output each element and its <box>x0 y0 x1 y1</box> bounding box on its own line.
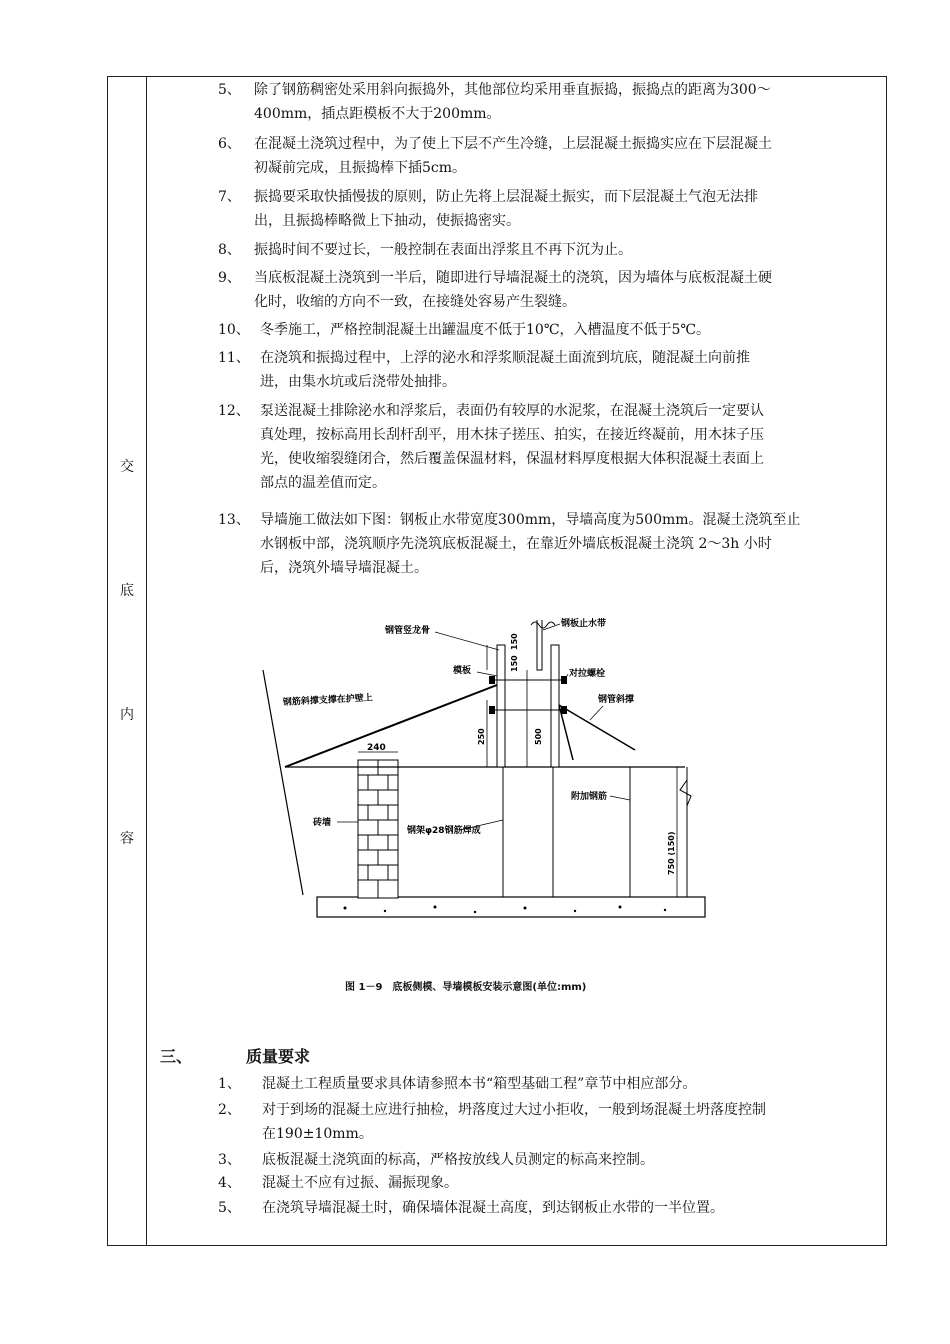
item-number: 5、 <box>218 1200 241 1216</box>
item-number: 4、 <box>218 1175 241 1191</box>
label-brick-wall: 砖墙 <box>313 818 332 828</box>
item-line: 出，且振捣棒略微上下抽动，使振捣密实。 <box>254 213 520 229</box>
list-item <box>218 1072 883 1096</box>
item-line: 底板混凝土浇筑面的标高，严格按放线人员测定的标高来控制。 <box>262 1152 654 1168</box>
side-label-char: 容 <box>120 831 134 847</box>
formwork-board <box>497 645 505 767</box>
label-formwork: 模板 <box>453 666 472 676</box>
item-number: 9、 <box>218 270 241 286</box>
list-item <box>218 508 883 580</box>
item-number: 1、 <box>218 1076 241 1092</box>
dim-250: 250 <box>477 728 486 745</box>
item-number: 3、 <box>218 1152 241 1168</box>
item-number: 10、 <box>218 322 250 338</box>
item-line: 振捣时间不要过长，一般控制在表面出浮浆且不再下沉为止。 <box>254 242 632 258</box>
dim-150-b: 150 <box>510 633 519 650</box>
section-title: 质量要求 <box>246 1047 311 1066</box>
list-item <box>218 185 883 233</box>
item-line: 真处理，按标高用长刮杆刮平，用木抹子搓压、拍实，在接近终凝前，用木抹子压 <box>260 427 764 443</box>
list-item <box>218 238 883 262</box>
label-steel-frame: 钢架φ28钢筋焊成 <box>407 826 481 836</box>
item-line: 在浇筑和振捣过程中，上浮的泌水和浮浆顺混凝土面流到坑底，随混凝土向前推 <box>260 350 750 366</box>
list-item <box>218 1196 883 1220</box>
item-line: 混凝土工程质量要求具体请参照本书“箱型基础工程”章节中相应部分。 <box>262 1076 697 1092</box>
item-line: 冬季施工，严格控制混凝土出罐温度不低于10℃，入槽温度不低于5℃。 <box>260 322 711 338</box>
item-number: 12、 <box>218 403 250 419</box>
item-line: 进，由集水坑或后浇带处抽排。 <box>260 374 456 390</box>
break-mark <box>680 780 691 806</box>
item-number: 7、 <box>218 189 241 205</box>
section-number: 三、 <box>160 1047 193 1066</box>
item-line: 混凝土不应有过振、漏振现象。 <box>262 1175 458 1191</box>
list-item <box>218 399 883 495</box>
item-line: 除了钢筋稠密处采用斜向振捣外，其他部位均采用垂直振捣，振捣点的距离为300～ <box>254 82 771 98</box>
item-line: 在浇筑导墙混凝土时，确保墙体混凝土高度，到达钢板止水带的一半位置。 <box>262 1200 724 1216</box>
list-item <box>218 1171 883 1195</box>
figure-caption: 图 1－9 底板侧模、导墙模板安装示意图(单位:mm) <box>345 982 587 993</box>
item-number: 2、 <box>218 1102 241 1118</box>
base-slab <box>317 897 705 917</box>
label-steel-waterstop: 钢板止水带 <box>561 619 607 629</box>
list-item <box>218 132 883 180</box>
brick-wall <box>358 760 398 898</box>
dim-240: 240 <box>367 743 386 753</box>
label-tie-bolt: 对拉螺栓 <box>569 669 606 679</box>
list-item <box>218 346 883 394</box>
list-item <box>218 1098 883 1146</box>
dim-500: 500 <box>534 728 543 745</box>
item-line: 水钢板中部，浇筑顺序先浇筑底板混凝土，在靠近外墙底板混凝土浇筑 2～3h 小时 <box>260 536 772 552</box>
item-line: 部点的温差值而定。 <box>260 475 386 491</box>
side-label-char: 底 <box>120 583 134 599</box>
item-line: 振捣要采取快插慢拔的原则，防止先将上层混凝土振实，而下层混凝土气泡无法排 <box>254 189 758 205</box>
item-number: 5、 <box>218 82 241 98</box>
label-steel-pipe-keel: 钢管竖龙骨 <box>385 626 431 636</box>
item-line: 泵送混凝土排除泌水和浮浆后，表面仍有较厚的水泥浆，在混凝土浇筑后一定要认 <box>260 403 764 419</box>
steel-pipe-brace <box>559 705 635 750</box>
dim-750: 750 (150) <box>667 831 676 875</box>
item-line: 光，使收缩裂缝闭合，然后覆盖保温材料，保温材料厚度根据大体积混凝土表面上 <box>260 451 764 467</box>
label-extra-rebar: 附加钢筋 <box>571 792 608 802</box>
item-number: 8、 <box>218 242 241 258</box>
item-line: 在混凝土浇筑过程中，为了使上下层不产生冷缝，上层混凝土振捣实应在下层混凝土 <box>254 136 772 152</box>
formwork-board <box>551 645 559 767</box>
item-number: 6、 <box>218 136 241 152</box>
item-number: 11、 <box>218 350 250 366</box>
item-line: 在190±10mm。 <box>262 1126 373 1142</box>
item-line: 400mm，插点距模板不大于200mm。 <box>254 106 501 122</box>
list-item <box>218 78 883 126</box>
item-line: 后，浇筑外墙导墙混凝土。 <box>260 560 428 576</box>
list-item <box>218 266 883 314</box>
side-label-char: 交 <box>120 459 134 475</box>
item-line: 初凝前完成，且振捣棒下插5cm。 <box>254 160 467 176</box>
item-line: 化时，收缩的方向不一致，在接缝处容易产生裂缝。 <box>254 294 576 310</box>
item-line: 当底板混凝土浇筑到一半后，随即进行导墙混凝土的浇筑，因为墙体与底板混凝土硬 <box>254 270 772 286</box>
column-divider <box>146 76 147 1246</box>
dim-150-a: 150 <box>510 655 519 672</box>
item-line: 对于到场的混凝土应进行抽检，坍落度过大过小拒收，一般到场混凝土坍落度控制 <box>262 1102 766 1118</box>
item-number: 13、 <box>218 512 250 528</box>
item-line: 导墙施工做法如下图：钢板止水带宽度300mm，导墙高度为500mm。混凝土浇筑至止 <box>260 512 801 528</box>
list-item <box>218 1148 883 1172</box>
section-heading <box>160 1044 310 1067</box>
list-item <box>218 318 883 342</box>
label-steel-brace: 钢管斜撑 <box>598 695 635 705</box>
formwork-diagram <box>255 610 715 940</box>
label-rebar-brace: 钢筋斜撑支撑在护壁上 <box>282 693 374 708</box>
side-label-char: 内 <box>120 707 134 723</box>
